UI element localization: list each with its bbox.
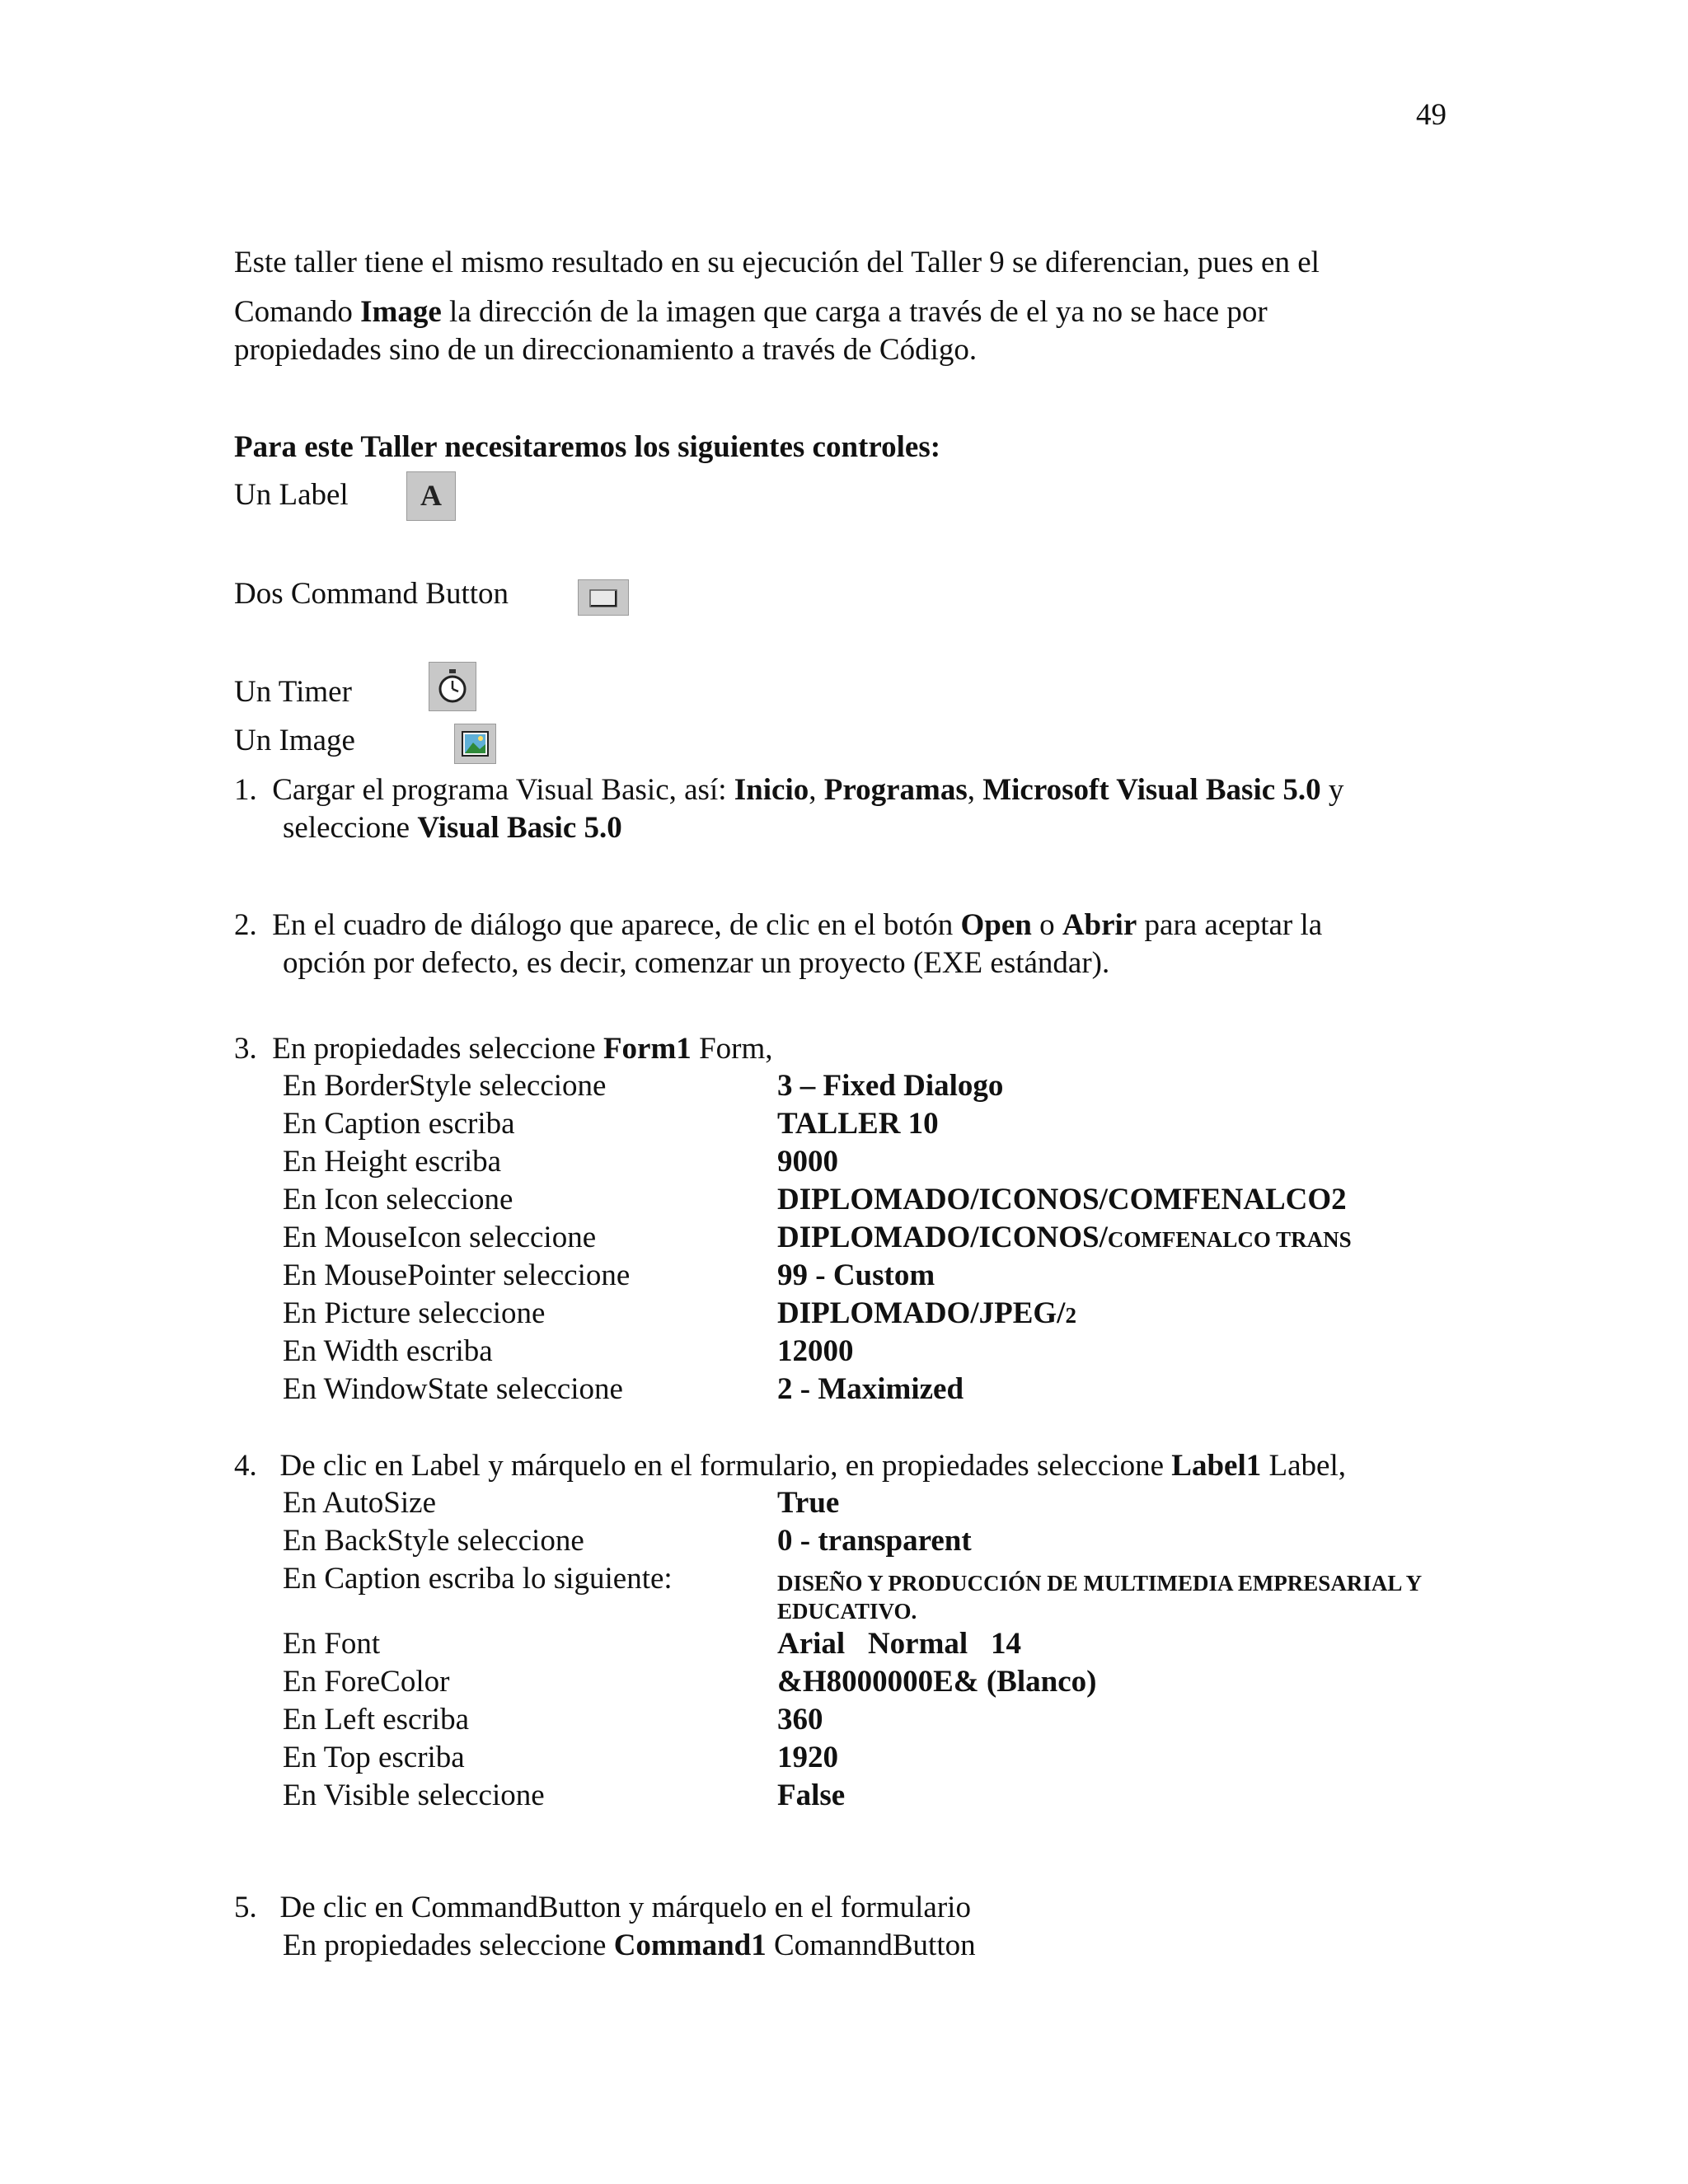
label-prop-value: 360: [777, 1703, 823, 1736]
control-command-text: Dos Command Button: [234, 577, 509, 611]
step-2-line-1: 2. En el cuadro de diálogo que aparece, de clic en el botón Open o Abrir para aceptar la: [234, 908, 1323, 942]
intro-line-1: Este taller tiene el mismo resultado en su ejecución del Taller 9 se diferencian, pues en el: [234, 246, 1320, 279]
label-prop-label: En Font: [283, 1627, 381, 1661]
intro-image-keyword: Image: [360, 295, 442, 329]
form-prop-label: En Caption escriba: [283, 1107, 515, 1141]
form-prop-value: TALLER 10: [777, 1107, 939, 1141]
label-prop-label: En BackStyle seleccione: [283, 1524, 584, 1558]
step-5-line-2: En propiedades seleccione Command1 ComanndButton: [283, 1929, 976, 1962]
label-prop-label: En Top escriba: [283, 1741, 465, 1774]
label-prop-value: 1920: [777, 1741, 838, 1774]
svg-text:A: A: [420, 479, 442, 512]
label-icon-glyph: [407, 472, 455, 520]
form-prop-label: En Width escriba: [283, 1334, 493, 1368]
step-1-line-1: 1. Cargar el programa Visual Basic, así: Inicio, Programas, Microsoft Visual Basic 5.0 y: [234, 773, 1344, 807]
page-number: 49: [1416, 98, 1447, 132]
label-prop-value: 0 - transparent: [777, 1524, 972, 1558]
image-icon: [454, 724, 496, 764]
timer-icon-glyph: [429, 663, 476, 710]
label-prop-label: En Left escriba: [283, 1703, 469, 1736]
image-icon-glyph: [455, 724, 495, 763]
form-prop-label: En Icon seleccione: [283, 1183, 513, 1216]
control-image-text: Un Image: [234, 724, 355, 757]
step-5-line-1: 5. De clic en CommandButton y márquelo en el formulario: [234, 1891, 971, 1924]
step-3-number: 3.: [234, 1032, 257, 1066]
step-2-line-2: opción por defecto, es decir, comenzar un proyecto (EXE estándar).: [283, 946, 1110, 980]
form-prop-label: En MouseIcon seleccione: [283, 1221, 597, 1254]
label-prop-value: &H8000000E& (Blanco): [777, 1665, 1097, 1699]
intro-line-2c: la dirección de la imagen que carga a través de el ya no se hace por: [441, 295, 1268, 329]
label-prop-label: En Visible seleccione: [283, 1779, 545, 1812]
label-icon: [406, 471, 456, 521]
form-prop-label: En MousePointer seleccione: [283, 1258, 631, 1292]
label-prop-value: True: [777, 1486, 840, 1520]
timer-icon: [429, 662, 476, 711]
form-prop-value: 2 - Maximized: [777, 1372, 964, 1406]
form-prop-label: En BorderStyle seleccione: [283, 1069, 607, 1103]
label-prop-label: En ForeColor: [283, 1665, 450, 1699]
control-label-text: Un Label: [234, 478, 349, 512]
label-prop-label: En Caption escriba lo siguiente:: [283, 1562, 673, 1596]
form-prop-label: En Height escriba: [283, 1145, 502, 1179]
intro-line-2a: Comando: [234, 295, 361, 329]
step-4-number: 4.: [234, 1449, 257, 1483]
step-1-line-2: seleccione Visual Basic 5.0: [283, 811, 622, 845]
label-prop-value: DISEÑO Y PRODUCCIÓN DE MULTIMEDIA EMPRESARIAL Y EDUCATIVO.: [777, 1571, 1422, 1624]
form-prop-value: 3 – Fixed Dialogo: [777, 1069, 1004, 1103]
label-prop-value: Arial Normal 14: [777, 1627, 1021, 1661]
control-timer-text: Un Timer: [234, 675, 352, 709]
step-4-intro: 4. De clic en Label y márquelo en el formulario, en propiedades seleccione Label1 Label,: [234, 1449, 1346, 1483]
form-prop-value: DIPLOMADO/ICONOS/COMFENALCO TRANS: [777, 1221, 1352, 1254]
intro-paragraph: [234, 293, 1446, 331]
label-prop-label: En AutoSize: [283, 1486, 437, 1520]
intro-line-3: propiedades sino de un direccionamiento a través de Código.: [234, 333, 978, 367]
form-prop-value: DIPLOMADO/ICONOS/COMFENALCO2: [777, 1183, 1347, 1216]
form-prop-label: En Picture seleccione: [283, 1296, 546, 1330]
step-1-number: 1.: [234, 773, 257, 807]
form-prop-value: 9000: [777, 1145, 838, 1179]
form-prop-value: DIPLOMADO/JPEG/2: [777, 1296, 1076, 1330]
form-prop-value: 12000: [777, 1334, 854, 1368]
command-button-icon: [578, 579, 629, 616]
label-prop-value: False: [777, 1779, 846, 1812]
step-5-number: 5.: [234, 1891, 257, 1924]
step-3-intro: 3. En propiedades seleccione Form1 Form,: [234, 1032, 773, 1066]
form-prop-value: 99 - Custom: [777, 1258, 935, 1292]
step-2-number: 2.: [234, 908, 257, 942]
form-prop-label: En WindowState seleccione: [283, 1372, 623, 1406]
command-button-icon-glyph: [579, 580, 628, 615]
controls-heading: Para este Taller necesitaremos los siguientes controles:: [234, 430, 941, 464]
